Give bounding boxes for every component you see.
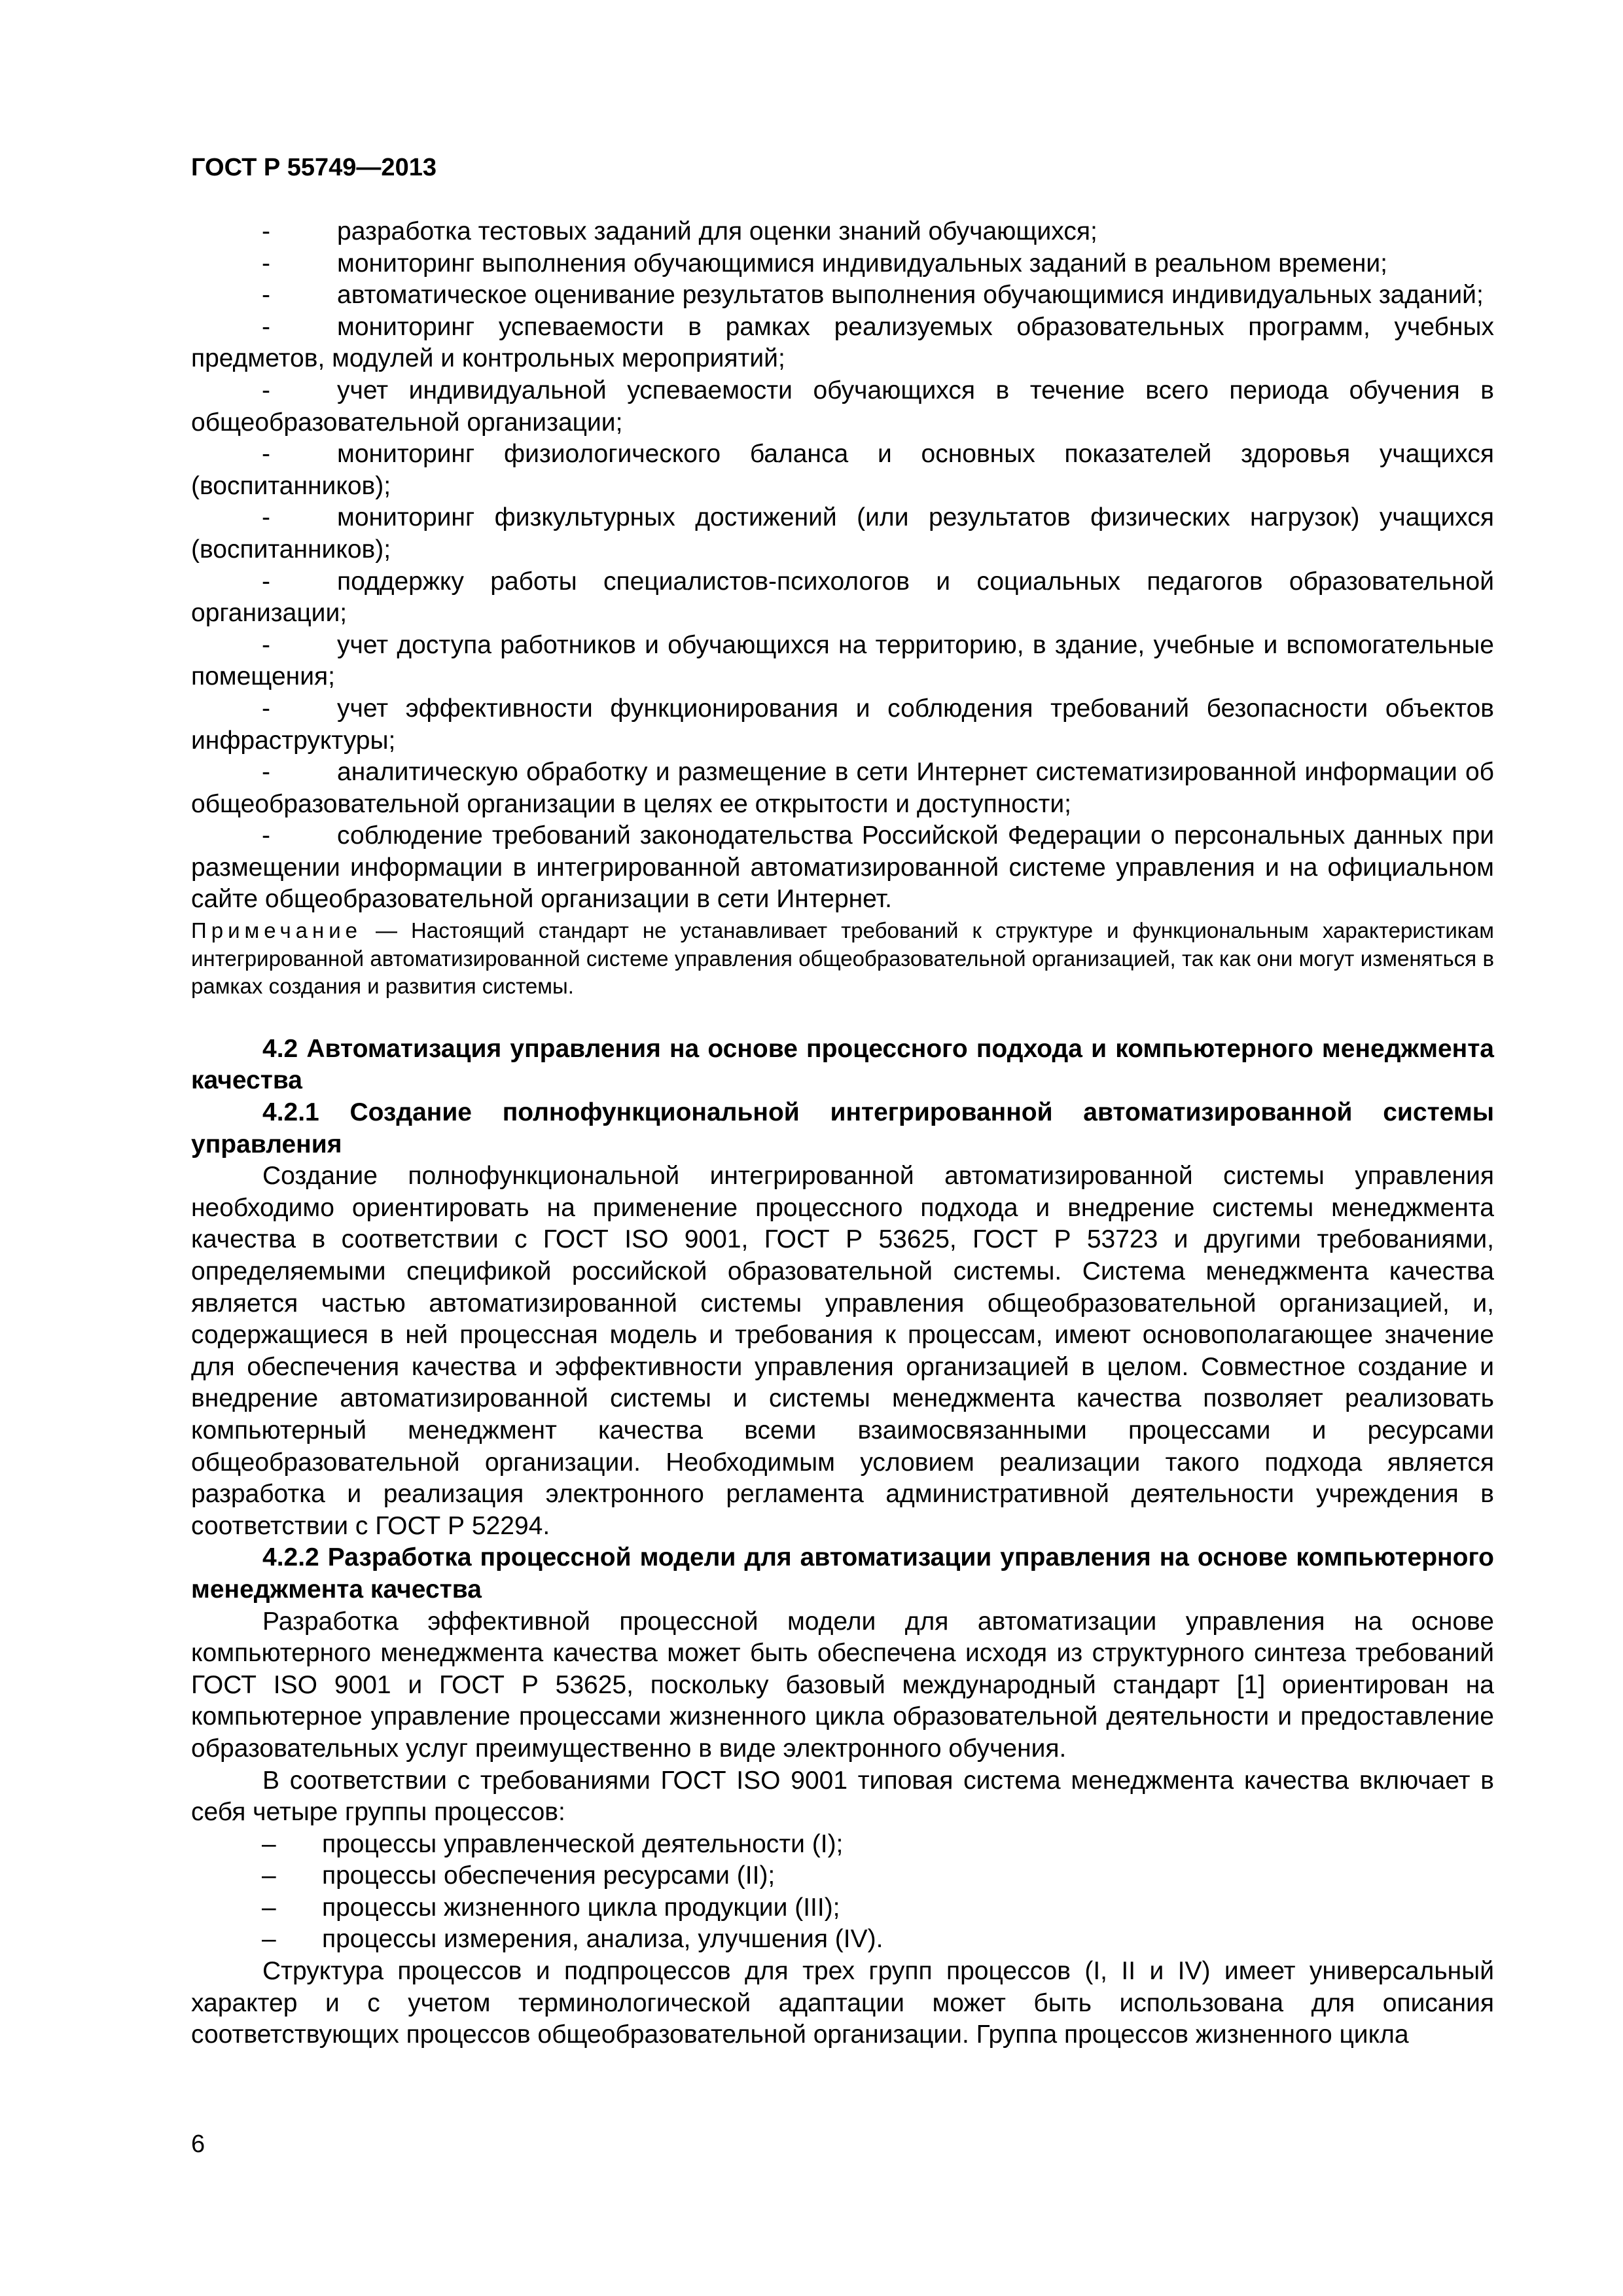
section-4-2-2-paragraph-2: В соответствии с требованиями ГОСТ ISO 9001 типовая система менеджмента качества включает в себя четыре группы процессов: xyxy=(191,1766,1494,1827)
section-4-2-2-paragraph-3: Структура процессов и подпроцессов для трех групп процессов (I, II и IV) имеет универсальный характер и с учетом терминологической адаптации может быть использована для описания соответствующих процессов общеобразовательной организации. Группа процессов жизненного цикла xyxy=(191,1957,1494,2049)
requirements-dash-list xyxy=(191,216,1494,916)
dash-list-item xyxy=(191,693,1494,757)
dash-marker: - xyxy=(262,758,270,787)
dash-marker: - xyxy=(262,312,270,341)
en-dash-marker: – xyxy=(262,1925,276,1954)
dash-list-item xyxy=(191,375,1494,439)
process-groups-list xyxy=(191,1829,1494,1956)
dash-marker: - xyxy=(262,217,270,245)
process-group-item xyxy=(191,1860,1494,1892)
dash-marker: - xyxy=(262,376,270,404)
dash-list-item xyxy=(191,439,1494,502)
page-number: 6 xyxy=(191,2130,205,2158)
dash-marker: - xyxy=(262,281,270,310)
process-group-item xyxy=(191,1892,1494,1924)
en-dash-marker: – xyxy=(262,1893,276,1922)
note-label: Примечание xyxy=(191,918,363,943)
dash-list-item-text: поддержку работы специалистов-психологов и социальных педагогов образовательной организации; xyxy=(191,567,1494,628)
section-4-2-heading: 4.2 Автоматизация управления на основе процессного подхода и компьютерного менеджмента качества xyxy=(191,1034,1494,1095)
dash-list-item xyxy=(191,312,1494,375)
dash-list-item xyxy=(191,216,1494,248)
dash-list-item xyxy=(191,757,1494,820)
dash-list-item xyxy=(191,566,1494,630)
dash-list-item-text: разработка тестовых заданий для оценки знаний обучающихся; xyxy=(337,217,1097,245)
dash-marker: - xyxy=(262,694,270,723)
dash-list-item-text: соблюдение требований законодательства Российской Федерации о персональных данных при размещении информации в интегрированной автоматизированной системе управления и на официальном сайте общеобразовательной организации в сети Интернет. xyxy=(191,821,1494,914)
dash-list-item xyxy=(191,820,1494,916)
dash-marker: - xyxy=(262,567,270,596)
process-group-text: процессы управленческой деятельности (I); xyxy=(322,1829,844,1858)
dash-list-item-text: мониторинг физкультурных достижений (или результатов физических нагрузок) учащихся (воспитанников); xyxy=(191,503,1494,564)
dash-list-item-text: мониторинг успеваемости в рамках реализуемых образовательных программ, учебных предметов, модулей и контрольных мероприятий; xyxy=(191,312,1494,373)
en-dash-marker: – xyxy=(262,1829,276,1858)
section-4-2-2-paragraph-1: Разработка эффективной процессной модели для автоматизации управления на основе компьютерного менеджмента качества может быть обеспечена исходя из структурного синтеза требований ГОСТ ISO 9001 и ГОСТ Р 53625, поскольку базовый международный стандарт [1] ориентирован на компьютерное управление процессами жизненного цикла образовательной деятельности и предоставление образовательных услуг преимущественно в виде электронного обучения. xyxy=(191,1607,1494,1763)
dash-list-item xyxy=(191,248,1494,280)
dash-marker: - xyxy=(262,821,270,850)
section-4-2-2-heading: 4.2.2 Разработка процессной модели для автоматизации управления на основе компьютерного менеджмента качества xyxy=(191,1543,1494,1604)
dash-marker: - xyxy=(262,249,270,278)
dash-list-item-text: учет доступа работников и обучающихся на территорию, в здание, учебные и вспомогательные помещения; xyxy=(191,630,1494,691)
dash-list-item xyxy=(191,630,1494,693)
dash-list-item-text: учет эффективности функционирования и соблюдения требований безопасности объектов инфраструктуры; xyxy=(191,694,1494,755)
process-group-item xyxy=(191,1924,1494,1956)
note-text: — Настоящий стандарт не устанавливает требований к структуре и функциональным характеристикам интегрированной автоматизированной системе управления общеобразовательной организацией, так как они могут изменяться в рамках создания и развития системы. xyxy=(191,918,1494,999)
process-group-text: процессы обеспечения ресурсами (II); xyxy=(322,1861,776,1890)
process-group-text: процессы жизненного цикла продукции (III); xyxy=(322,1893,840,1922)
document-code-header: ГОСТ Р 55749—2013 xyxy=(191,154,437,181)
dash-marker: - xyxy=(262,503,270,532)
page-content xyxy=(191,216,1494,2051)
dash-list-item-text: аналитическую обработку и размещение в сети Интернет систематизированной информации об общеобразовательной организации в целях ее открытости и доступности; xyxy=(191,758,1494,818)
section-4-2-1-paragraph: Создание полнофункциональной интегрированной автоматизированной системы управления необходимо ориентировать на применение процессного подхода и внедрение системы менеджмента качества в соответствии с ГОСТ ISO 9001, ГОСТ Р 53625, ГОСТ Р 53723 и другими требованиями, определяемыми спецификой российской образовательной системы. Система менеджмента качества является частью автоматизированной системы управления общеобразовательной организацией, и, содержащиеся в ней процессная модель и требования к процессам, имеют основополагающее значение для обеспечения качества и эффективности управления организацией в целом. Совместное создание и внедрение автоматизированной системы и системы менеджмента качества позволяет реализовать компьютерный менеджмент качества всеми взаимосвязанными процессами и ресурсами общеобразовательной организации. Необходимым условием реализации такого подхода является разработка и реализация электронного регламента административной деятельности учреждения в соответствии с ГОСТ Р 52294. xyxy=(191,1162,1494,1540)
dash-list-item xyxy=(191,502,1494,565)
process-group-text: процессы измерения, анализа, улучшения (IV). xyxy=(322,1925,883,1954)
dash-list-item xyxy=(191,279,1494,312)
dash-list-item-text: мониторинг физиологического баланса и основных показателей здоровья учащихся (воспитанников); xyxy=(191,440,1494,500)
dash-marker: - xyxy=(262,440,270,469)
section-4-2-1-heading: 4.2.1 Создание полнофункциональной интегрированной автоматизированной системы управления xyxy=(191,1098,1494,1158)
note-paragraph xyxy=(191,917,1494,1001)
process-group-item xyxy=(191,1829,1494,1861)
dash-list-item-text: учет индивидуальной успеваемости обучающихся в течение всего периода обучения в общеобразовательной организации; xyxy=(191,376,1494,437)
en-dash-marker: – xyxy=(262,1861,276,1890)
dash-list-item-text: автоматическое оценивание результатов выполнения обучающимися индивидуальных заданий; xyxy=(337,281,1484,310)
dash-list-item-text: мониторинг выполнения обучающимися индивидуальных заданий в реальном времени; xyxy=(337,249,1387,278)
dash-marker: - xyxy=(262,630,270,659)
